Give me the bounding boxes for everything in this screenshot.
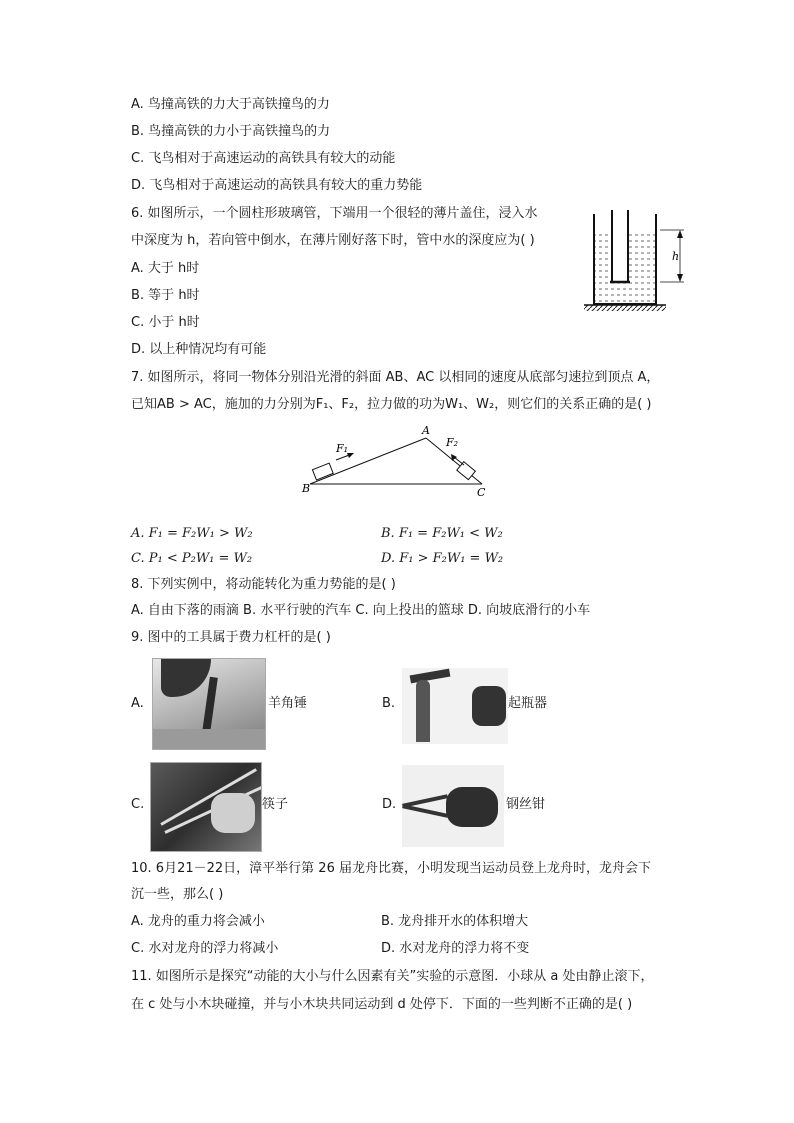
q9-d-name: 钢丝钳 [506, 797, 546, 812]
q7-incline-figure [296, 422, 496, 500]
q7-label-f2: F₂ [446, 436, 459, 449]
q6-stem-line2: 中深度为 h，若向管中倒水，在薄片刚好落下时，管中水的深度应为( ) [131, 233, 535, 248]
q9-c-letter: C. [131, 797, 145, 812]
q7-label-f1: F₁ [336, 442, 349, 455]
q9-stem: 9. 图中的工具属于费力杠杆的是( ) [131, 630, 331, 645]
q10-option-c: C. 水对龙舟的浮力将减小 [131, 941, 279, 956]
q11-stem-line2: 在 c 处与小木块碰撞，并与小木块共同运动到 d 处停下．下面的一些判断不正确的是( ) [131, 997, 633, 1012]
q10-option-d: D. 水对龙舟的浮力将不变 [381, 941, 530, 956]
q10-stem-line1: 10. 6月21－22日，漳平举行第 26 届龙舟比赛，小明发现当运动员登上龙舟时，龙舟会下 [131, 861, 651, 876]
q7-option-a: A. F₁ = F₂W₁ > W₂ [131, 526, 253, 541]
q9-a-letter: A. [131, 696, 144, 711]
q5-option-a: A. 鸟撞高铁的力大于高铁撞鸟的力 [131, 97, 330, 112]
q8-stem: 8. 下列实例中，将动能转化为重力势能的是( ) [131, 577, 396, 592]
q7-label-b: B [302, 482, 311, 495]
q7-stem-line1: 7. 如图所示，将同一物体分别沿光滑的斜面 AB、AC 以相同的速度从底部匀速拉到顶点 A， [131, 370, 660, 385]
q11-stem-line1: 11. 如图所示是探究“动能的大小与什么因素有关”实验的示意图．小球从 a 处由静止滚下， [131, 969, 654, 984]
q9-b-letter: B. [382, 696, 396, 711]
q6-beaker-figure [580, 208, 700, 318]
q9-c-name: 筷子 [262, 797, 289, 812]
q9-d-letter: D. [382, 797, 397, 812]
q5-option-d: D. 飞鸟相对于高速运动的高铁具有较大的重力势能 [131, 178, 423, 193]
q6-stem-line1: 6. 如图所示，一个圆柱形玻璃管，下端用一个很轻的薄片盖住，浸入水 [131, 206, 538, 221]
q9-a-name: 羊角锤 [268, 696, 308, 711]
q6-option-c: C. 小于 h时 [131, 315, 200, 330]
q10-option-a: A. 龙舟的重力将会减小 [131, 914, 265, 929]
q6-option-a: A. 大于 h时 [131, 261, 200, 276]
q7-stem-line2: 已知AB > AC，施加的力分别为F₁、F₂，拉力做的功为W₁、W₂，则它们的关系正确的是( ) [131, 397, 652, 412]
q8-options: A. 自由下落的雨滴 B. 水平行驶的汽车 C. 向上投出的篮球 D. 向坡底滑行的小车 [131, 603, 591, 618]
q7-option-b: B. F₁ = F₂W₁ < W₂ [381, 526, 503, 541]
q6-h-label: h [672, 250, 680, 263]
q5-option-b: B. 鸟撞高铁的力小于高铁撞鸟的力 [131, 124, 331, 139]
q7-option-c: C. P₁ < P₂W₁ = W₂ [131, 551, 253, 566]
q5-option-c: C. 飞鸟相对于高速运动的高铁具有较大的动能 [131, 151, 396, 166]
q9-d-pliers-photo [402, 765, 504, 847]
q10-option-b: B. 龙舟排开水的体积增大 [381, 914, 529, 929]
q9-b-name: 起瓶器 [508, 696, 548, 711]
q6-option-d: D. 以上种情况均有可能 [131, 342, 267, 357]
q9-b-opener-photo [402, 668, 508, 744]
q9-c-chopsticks-photo [150, 762, 262, 852]
q6-option-b: B. 等于 h时 [131, 288, 200, 303]
q7-label-a: A [422, 424, 430, 437]
q7-option-d: D. F₁ > F₂W₁ = W₂ [381, 551, 504, 566]
q7-label-c: C [477, 486, 486, 499]
q10-stem-line2: 沉一些，那么( ) [131, 887, 224, 902]
q9-a-hammer-photo [152, 658, 266, 750]
